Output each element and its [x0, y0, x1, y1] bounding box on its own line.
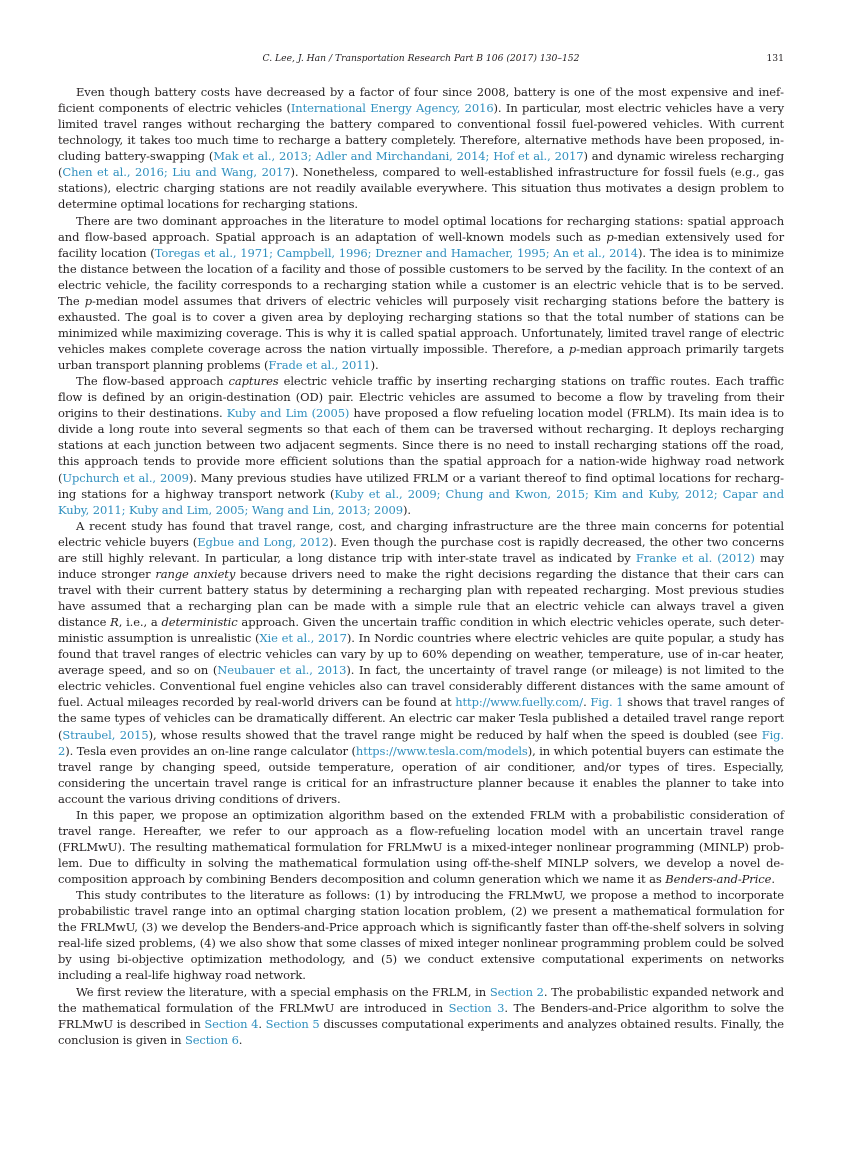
cross-reference-link[interactable]: Section 4 — [204, 1016, 259, 1031]
text-run: -median model assumes that drivers of electric vehicles will purposely visit recharging stations before the battery is exhausted. The goal is to cover a given area by deploying recharging stations so that the total number of stations can be minimized while maximizing coverage. This is why it is called spatial approach. Unfortunately, limited travel range of electric vehicles makes complete coverage across the nation virtually impossible. Therefore, a — [58, 293, 784, 356]
italic-term: R — [110, 615, 119, 630]
article-body — [58, 84, 784, 1048]
text-run: ). The idea is to minimize the distance between the location of a facility and those of possible customers to be served by the facility. In the context of an electric vehicle, the facility corresponds to a recharging station while a customer is an electric vehicle that is to be served. The — [58, 245, 784, 308]
paragraph — [58, 518, 784, 807]
text-run: We first review the literature, with a special emphasis on the FRLM, in — [76, 984, 490, 999]
cross-reference-link[interactable]: Section 2 — [489, 984, 544, 999]
text-run: shows that travel ranges of the same types of vehicles can be dramatically different. An electric car maker Tesla published a detailed travel range report ( — [58, 695, 784, 742]
text-run: ). — [370, 358, 379, 373]
italic-term: deterministic — [161, 615, 238, 630]
paragraph — [58, 373, 784, 518]
text-run: ) and dynamic wireless recharging ( — [58, 149, 784, 180]
text-run: discusses computational experiments and analyzes obtained results. Finally, the conclusion is given in — [58, 1016, 785, 1047]
italic-term: captures — [228, 374, 279, 389]
text-run: approach. Given the uncertain traffic condition in which electric vehicles operate, such deterministic assumption is unrealistic ( — [58, 615, 784, 646]
citation-link[interactable]: Chen et al., 2016; Liu and Wang, 2017 — [62, 165, 291, 180]
text-run: ). In Nordic countries where electric vehicles are quite popular, a study has found that travel ranges of electric vehicles can vary by up to 60% depending on weather, temperature, use of in-car heater, average speed, and so on ( — [58, 631, 784, 678]
cross-reference-link[interactable]: Section 6 — [184, 1032, 239, 1047]
text-run: electric vehicle traffic by inserting recharging stations on traffic routes. Each traffic flow is defined by an origin-destination (OD) pair. Electric vehicles are assumed to become a flow by traveling from their origins to their destinations. — [58, 374, 785, 421]
italic-term: range anxiety — [155, 566, 236, 581]
text-run: -median extensively used for facility location ( — [58, 229, 784, 260]
paragraph — [58, 984, 784, 1048]
italic-term: p — [606, 229, 614, 244]
cross-reference-link[interactable]: Fig. 2 — [58, 727, 784, 758]
text-run: , i.e., a — [118, 615, 162, 630]
italic-term: p — [568, 342, 577, 356]
cross-reference-link[interactable]: http://www.fuelly.com/ — [455, 695, 584, 710]
text-run: ). In particular, most electric vehicles have a very limited travel ranges without recharging the battery compared to conventional fossil fuel-powered vehicles. With current technology, it takes too much time to recharge a battery completely. Therefore, alternative methods have been proposed, including battery-swapping ( — [58, 101, 785, 164]
text-run: This study contributes to the literature as follows: (1) by introducing the FRLMwU, we propose a method to incorporate probabilistic travel range into an optimal charging station location problem, (2) we present a mathematical formulation for the FRLMwU, (3) we develop the Benders-and-Price approach which is significantly faster than off-the-shelf solvers in solving real-life sized problems, (4) we also show that some classes of mixed integer nonlinear programming problem could be solved by using bi-objective optimization methodology, and (5) we conduct extensive computational experiments on networks including a real-life highway road network. — [58, 888, 784, 983]
page-number: 131 — [766, 53, 784, 64]
text-run: . — [771, 872, 775, 887]
text-run: . — [238, 1032, 243, 1047]
cross-reference-link[interactable]: Section 5 — [265, 1016, 320, 1031]
text-run: ). Nonetheless, compared to well-established infrastructure for fossil fuels (e.g., gas stations), electric charging stations are not readily available everywhere. This situation thus motivates a design problem to determine optimal locations for recharging stations. — [58, 165, 785, 212]
text-run: ), whose results showed that the travel range might be reduced by half when the speed is doubled (see — [148, 727, 762, 742]
citation-link[interactable]: Kuby et al., 2009; Chung and Kwon, 2015; Kim and Kuby, 2012; Capar and Kuby, 2011; Kuby and Lim, 2005; Wang and Lin, 2013; 2009 — [58, 486, 784, 517]
text-run: -median approach primarily targets urban transport planning problems ( — [58, 342, 784, 373]
text-run: because drivers need to make the right decisions regarding the distance that their cars can travel with their current battery status by determining a recharging plan with repeated recharging. Most previous studies have assumed that a recharging plan can be made with a simple rule that an electric vehicle can always travel a given distance — [58, 566, 784, 630]
cross-reference-link[interactable]: Section 3 — [448, 1000, 505, 1015]
paragraph — [58, 84, 784, 213]
text-run: have proposed a flow refueling location model (FRLM). Its main idea is to divide a long route into several segments so that each of them can be traversed without recharging. It deploys recharging stations at each junction between two adjacent segments. Since there is no need to install recharging stations off the road, this approach tends to provide more efficient solutions than the spatial approach for a nation-wide highway road network ( — [58, 406, 784, 485]
citation-link[interactable]: Upchurch et al., 2009 — [62, 470, 189, 485]
paragraph — [58, 213, 784, 374]
citation-link[interactable]: International Energy Agency, 2016 — [290, 101, 494, 116]
text-run: ). In fact, the uncertainty of travel range (or mileage) is not limited to the electric vehicles. Conventional fuel engine vehicles also can travel considerably different distances with the same amount of fuel. Actual mileages recorded by real-world drivers can be found at — [58, 663, 785, 710]
paragraph — [58, 807, 784, 887]
cross-reference-link[interactable]: Fig. 1 — [590, 695, 624, 710]
citation-link[interactable]: Straubel, 2015 — [62, 727, 149, 742]
citation-link[interactable]: Neubauer et al., 2013 — [217, 663, 347, 678]
text-run: . — [258, 1016, 266, 1031]
text-run: A recent study has found that travel range, cost, and charging infrastructure are the three main concerns for potential electric vehicle buyers ( — [58, 518, 784, 549]
text-run: In this paper, we propose an optimization algorithm based on the extended FRLM with a probabilistic consideration of travel range. Hereafter, we refer to our approach as a flow-refueling location model with an uncertain travel range (FRLMwU). The resulting mathematical formulation for FRLMwU is a mixed-integer nonlinear programming (MINLP) problem. Due to difficulty in solving the mathematical formulation using off-the-shelf MINLP solvers, we develop a novel decomposition approach by combining Benders decomposition and column generation which we name it as — [58, 807, 784, 887]
text-run: ), in which potential buyers can estimate the travel range by changing speed, outside temperature, operation of air conditioner, and/or types of tires. Especially, considering the uncertain travel range is critical for an infrastructure planner because it enables the planner to take into account the various driving conditions of drivers. — [58, 743, 785, 806]
citation-link[interactable]: Egbue and Long, 2012 — [197, 534, 329, 549]
text-run: The flow-based approach — [76, 374, 229, 389]
citation-link[interactable]: Frade et al., 2011 — [268, 358, 371, 373]
text-run: . The probabilistic expanded network and the mathematical formulation of the FRLMwU are introduced in — [58, 984, 785, 1015]
text-run: Even though battery costs have decreased by a factor of four since 2008, battery is one of the most expensive and inefficient components of electric vehicles ( — [58, 85, 784, 116]
citation-link[interactable]: Kuby and Lim (2005) — [226, 406, 350, 421]
text-run: There are two dominant approaches in the literature to model optimal locations for recharging stations: spatial approach and flow-based approach. Spatial approach is an adaptation of well-known models such as — [58, 213, 784, 244]
citation-link[interactable]: Toregas et al., 1971; Campbell, 1996; Drezner and Hamacher, 1995; An et al., 2014 — [154, 245, 638, 260]
running-header — [58, 53, 784, 67]
text-run: . The Benders-and-Price algorithm to solve the FRLMwU is described in — [58, 1000, 785, 1031]
text-run: . — [583, 695, 591, 710]
text-run: ). — [402, 502, 411, 517]
italic-term: p — [84, 293, 92, 308]
text-run: ). Many previous studies have utilized FRLM or a variant thereof to find optimal locations for recharging stations for a highway transport network ( — [58, 470, 784, 501]
text-run: ). Tesla even provides an on-line range calculator ( — [65, 743, 356, 758]
text-run: ). Even though the purchase cost is rapidly decreased, the other two concerns are still highly relevant. In particular, a long distance trip with inter-state travel as indicated by — [58, 534, 784, 565]
paragraph — [58, 887, 784, 983]
citation-link[interactable]: Mak et al., 2013; Adler and Mirchandani, 2014; Hof et al., 2017 — [213, 149, 584, 164]
cross-reference-link[interactable]: https://www.tesla.com/models — [355, 743, 528, 758]
citation-link[interactable]: Franke et al. (2012) — [635, 550, 755, 565]
running-title: C. Lee, J. Han / Transportation Research Part B 106 (2017) 130–152 — [262, 53, 580, 64]
italic-term: Benders-and-Price — [665, 872, 772, 887]
text-run: may induce stronger — [58, 550, 785, 581]
citation-link[interactable]: Xie et al., 2017 — [259, 631, 347, 646]
